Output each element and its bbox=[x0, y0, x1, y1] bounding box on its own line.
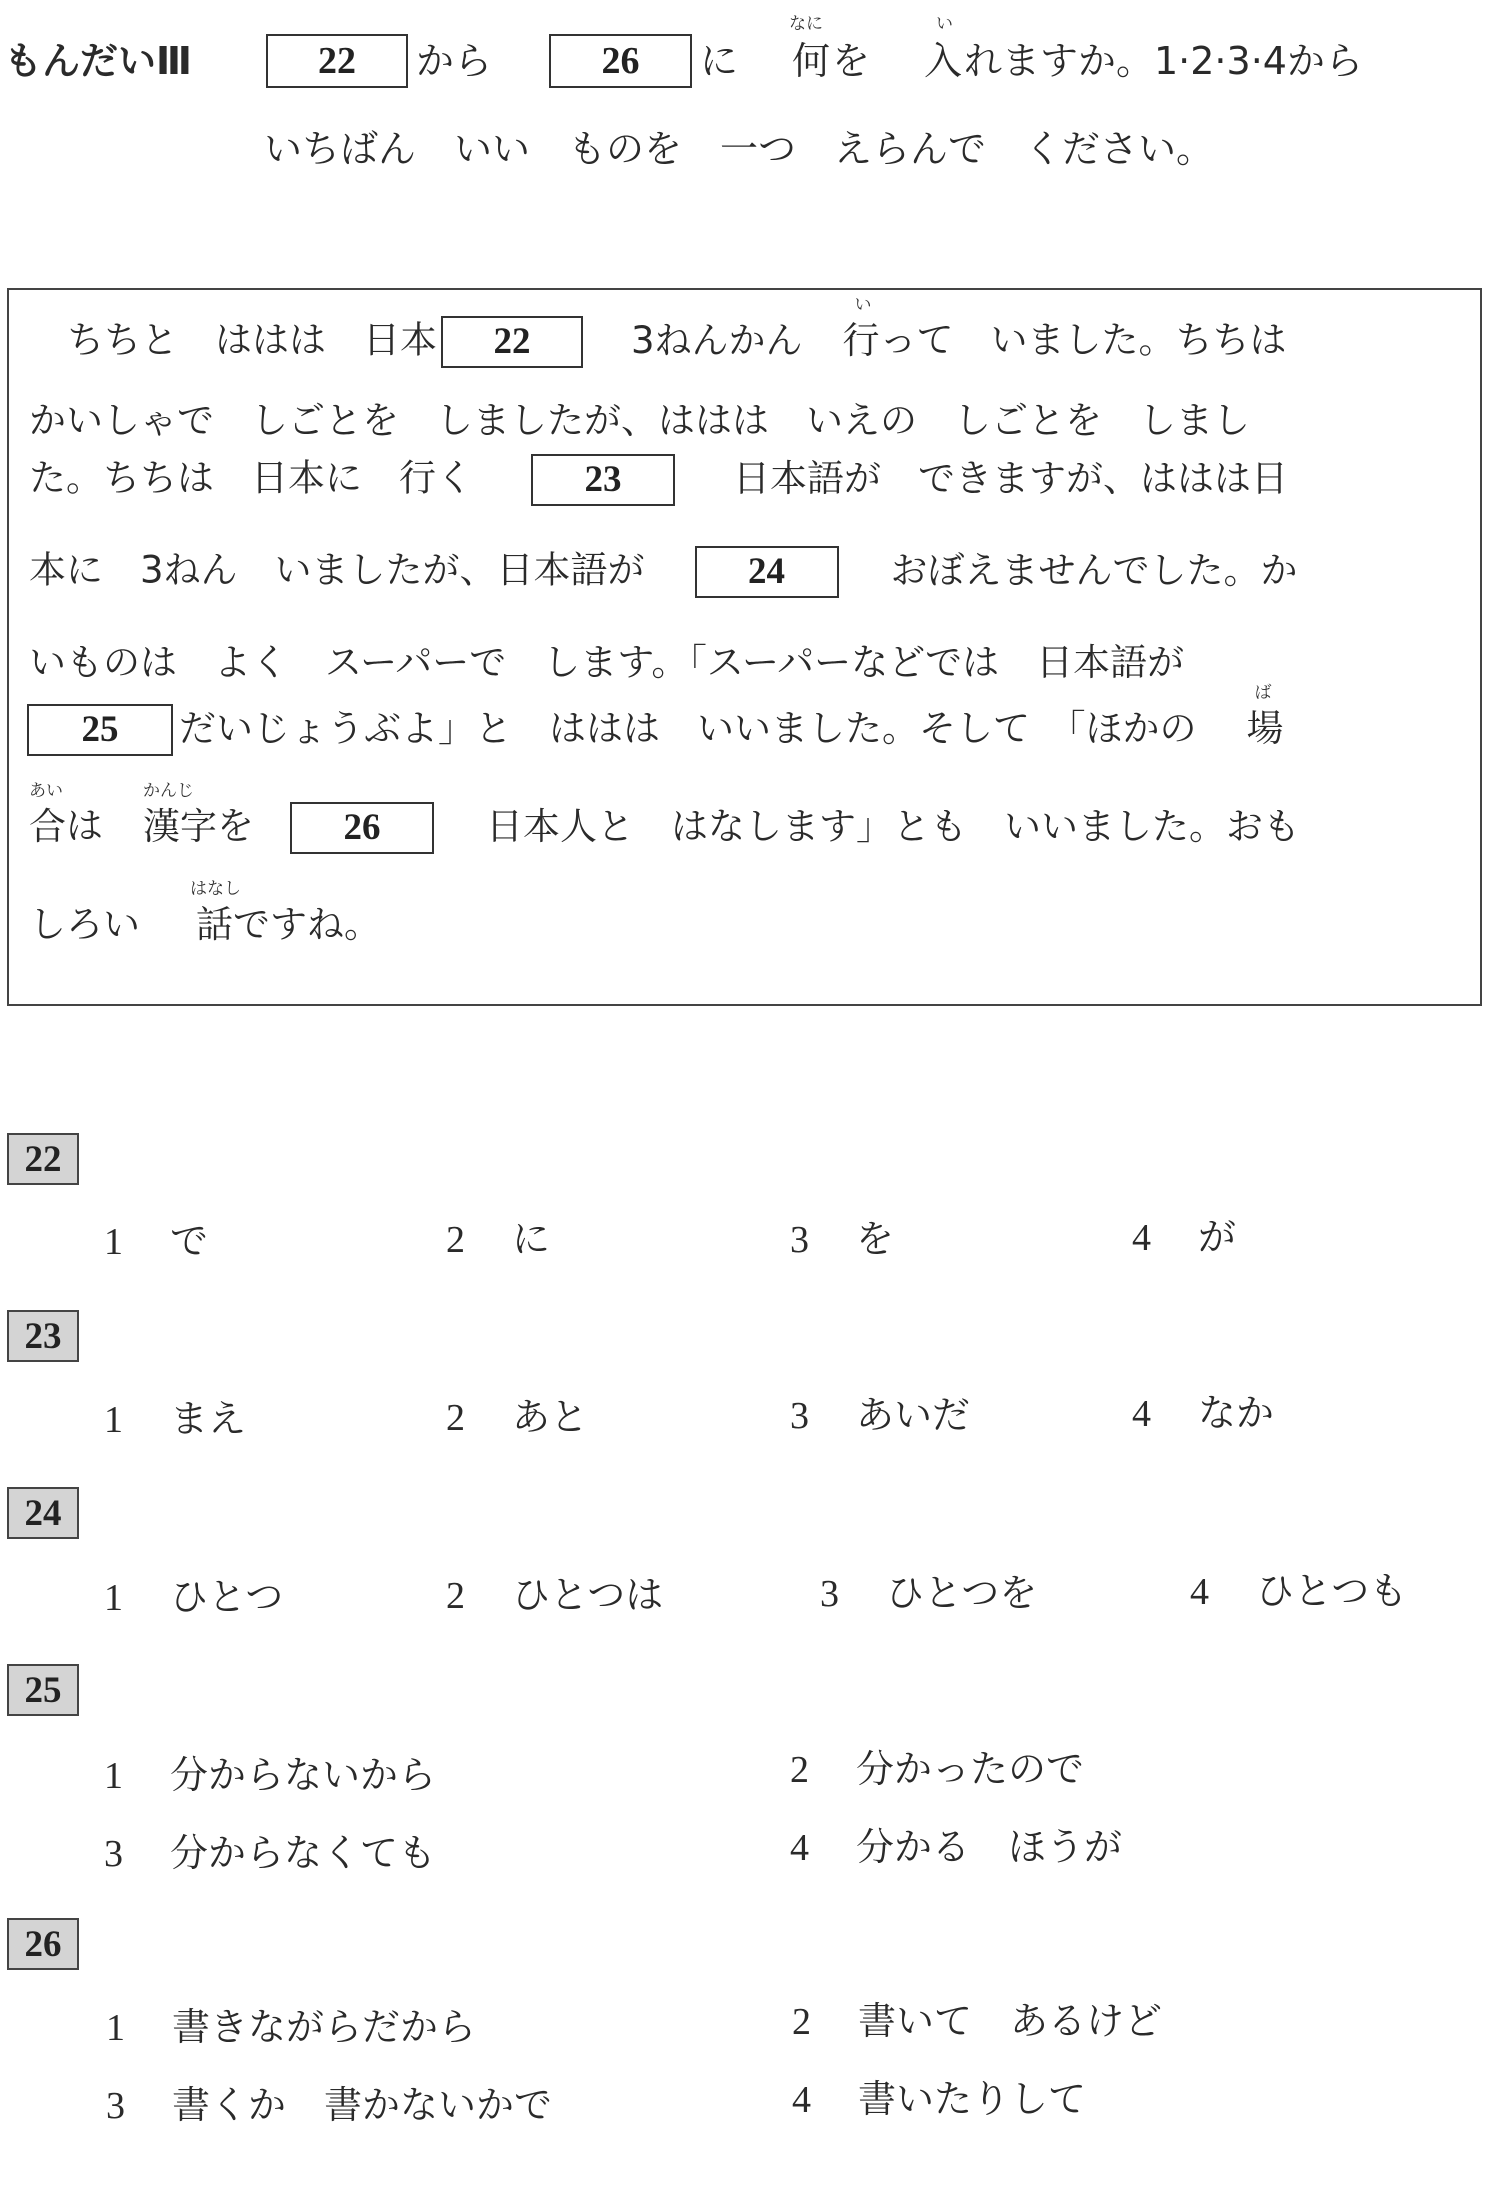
option-text: で bbox=[170, 1219, 209, 1263]
question-number: 22 bbox=[7, 1133, 79, 1185]
passage-text: だいじょうぶよ」と ははは いいました。そして 「ほかの bbox=[179, 706, 1197, 750]
blank-26: 26 bbox=[290, 802, 434, 854]
option-text: 分かる ほうが bbox=[856, 1825, 1123, 1869]
option-number: 4 bbox=[1190, 1571, 1209, 1613]
passage-text: おぼえませんでした。か bbox=[890, 548, 1298, 592]
question-number: 25 bbox=[7, 1664, 79, 1716]
option-1[interactable] bbox=[104, 1575, 284, 1619]
option-number: 2 bbox=[790, 1749, 809, 1791]
option-text: ひとつは bbox=[512, 1573, 664, 1617]
passage-text: って いました。ちちは bbox=[879, 318, 1287, 362]
blank-25: 25 bbox=[27, 704, 173, 756]
option-text: なか bbox=[1198, 1391, 1275, 1435]
option-text: 書くか 書かないかで bbox=[172, 2083, 553, 2127]
option-1[interactable] bbox=[106, 2005, 477, 2049]
option-4[interactable] bbox=[792, 2077, 1087, 2121]
option-text: 分かったので bbox=[856, 1747, 1085, 1791]
furigana: ば bbox=[1254, 682, 1272, 703]
option-3[interactable] bbox=[820, 1571, 1038, 1615]
kanji: 話 bbox=[196, 903, 233, 946]
option-text: が bbox=[1198, 1215, 1237, 1259]
option-4[interactable] bbox=[1132, 1391, 1275, 1435]
option-1[interactable] bbox=[104, 1397, 247, 1441]
option-number: 4 bbox=[792, 2079, 811, 2121]
range-start-box: 22 bbox=[266, 34, 408, 88]
option-text: まえ bbox=[170, 1397, 247, 1441]
option-2[interactable] bbox=[792, 1999, 1163, 2043]
kanji: 行 bbox=[842, 318, 880, 362]
option-number: 2 bbox=[446, 1219, 465, 1261]
passage-text: ちちと ははは 日本 bbox=[67, 318, 437, 362]
passage-text: 日本語が できますが、ははは日 bbox=[733, 456, 1288, 500]
furigana: かんじ bbox=[143, 780, 194, 801]
option-text: ひとつ bbox=[170, 1575, 284, 1619]
option-1[interactable] bbox=[104, 1753, 437, 1797]
kanji-nani: 何 bbox=[792, 39, 831, 83]
range-end-box: 26 bbox=[549, 34, 692, 88]
option-number: 3 bbox=[790, 1219, 809, 1261]
option-4[interactable] bbox=[1132, 1215, 1237, 1259]
option-1[interactable] bbox=[104, 1219, 209, 1263]
passage-text: 3ねんかん bbox=[631, 318, 803, 362]
option-2[interactable] bbox=[446, 1573, 664, 1617]
kanji: 場 bbox=[1246, 706, 1284, 750]
kanji: 漢字 bbox=[143, 804, 217, 848]
option-number: 3 bbox=[106, 2085, 125, 2127]
question-number: 24 bbox=[7, 1487, 79, 1539]
ni-text: に bbox=[700, 39, 739, 83]
option-text: 書いたりして bbox=[858, 2077, 1087, 2121]
furigana-nani: なに bbox=[789, 14, 823, 34]
kanji: 合 bbox=[29, 804, 66, 848]
section-title: もんだいⅢ bbox=[4, 39, 192, 83]
blank-24: 24 bbox=[695, 546, 839, 598]
passage-line-7 bbox=[29, 780, 1300, 854]
option-3[interactable] bbox=[104, 1831, 437, 1875]
option-number: 4 bbox=[1132, 1217, 1151, 1259]
option-2[interactable] bbox=[790, 1747, 1085, 1791]
passage-text: 本に 3ねん いましたが、日本語が bbox=[29, 548, 645, 592]
option-number: 1 bbox=[106, 2007, 125, 2049]
option-2[interactable] bbox=[446, 1395, 589, 1439]
option-number: 1 bbox=[104, 1755, 123, 1797]
option-text: ひとつを bbox=[886, 1571, 1038, 1615]
instruction-line2: いちばん いい ものを 一つ えらんで ください。 bbox=[264, 127, 1215, 171]
question-number: 23 bbox=[7, 1310, 79, 1362]
passage-line-6 bbox=[27, 682, 1284, 756]
passage-text: を bbox=[217, 804, 254, 848]
wo-text: を bbox=[832, 39, 871, 83]
option-3[interactable] bbox=[790, 1393, 971, 1437]
option-number: 2 bbox=[792, 2001, 811, 2043]
passage-text: は bbox=[66, 804, 103, 848]
option-number: 2 bbox=[446, 1397, 465, 1439]
option-number: 3 bbox=[790, 1395, 809, 1437]
option-text: 書きながらだから bbox=[172, 2005, 477, 2049]
option-text: ひとつも bbox=[1256, 1569, 1408, 1613]
ruby-ai bbox=[29, 780, 66, 848]
option-number: 1 bbox=[104, 1577, 123, 1619]
option-text: 書いて あるけど bbox=[858, 1999, 1163, 2043]
passage-line-4 bbox=[29, 546, 1298, 598]
option-4[interactable] bbox=[790, 1825, 1123, 1869]
passage-text: た。ちちは 日本に 行く bbox=[29, 456, 473, 500]
option-number: 4 bbox=[1132, 1393, 1151, 1435]
passage-line-3 bbox=[29, 454, 1288, 506]
furigana-i: い bbox=[936, 14, 953, 34]
ruby-iku bbox=[842, 294, 880, 362]
blank-23: 23 bbox=[531, 454, 675, 506]
passage-line-8 bbox=[29, 879, 381, 946]
passage-text: 日本人と はなします」とも いいました。おも bbox=[486, 804, 1300, 848]
passage-text: ですね。 bbox=[233, 903, 381, 946]
option-number: 2 bbox=[446, 1575, 465, 1617]
option-3[interactable] bbox=[790, 1217, 895, 1261]
furigana: い bbox=[854, 294, 872, 315]
option-number: 4 bbox=[790, 1827, 809, 1869]
option-number: 3 bbox=[104, 1833, 123, 1875]
option-2[interactable] bbox=[446, 1217, 551, 1261]
option-text: に bbox=[512, 1217, 551, 1261]
ruby-ba bbox=[1246, 682, 1284, 750]
furigana: あい bbox=[29, 780, 63, 801]
blank-22: 22 bbox=[441, 316, 583, 368]
option-number: 1 bbox=[104, 1221, 123, 1263]
question-number: 26 bbox=[7, 1918, 79, 1970]
ruby-hanashi bbox=[190, 879, 241, 946]
option-text: あと bbox=[512, 1395, 589, 1439]
option-number: 1 bbox=[104, 1399, 123, 1441]
passage-text: しろい bbox=[29, 903, 140, 946]
furigana: はなし bbox=[190, 879, 241, 899]
option-text: 分からなくても bbox=[170, 1831, 437, 1875]
passage-line-1 bbox=[67, 294, 1287, 368]
option-4[interactable] bbox=[1190, 1569, 1408, 1613]
option-text: 分からないから bbox=[170, 1753, 437, 1797]
option-3[interactable] bbox=[106, 2083, 553, 2127]
passage-line-5: いものは よく スーパーで します。「スーパーなどでは 日本語が bbox=[29, 641, 1185, 684]
option-number: 3 bbox=[820, 1573, 839, 1615]
reading-passage bbox=[7, 288, 1482, 1006]
option-text: を bbox=[856, 1217, 895, 1261]
ruby-kanji bbox=[143, 780, 217, 848]
option-text: あいだ bbox=[856, 1393, 971, 1437]
kanji-iru: 入 bbox=[924, 39, 963, 83]
passage-line-2: かいしゃで しごとを しましたが、ははは いえの しごとを しまし bbox=[29, 399, 1250, 442]
from-text: から bbox=[416, 39, 493, 83]
instruction-line1-rest: れますか。1·2·3·4から bbox=[964, 39, 1363, 83]
